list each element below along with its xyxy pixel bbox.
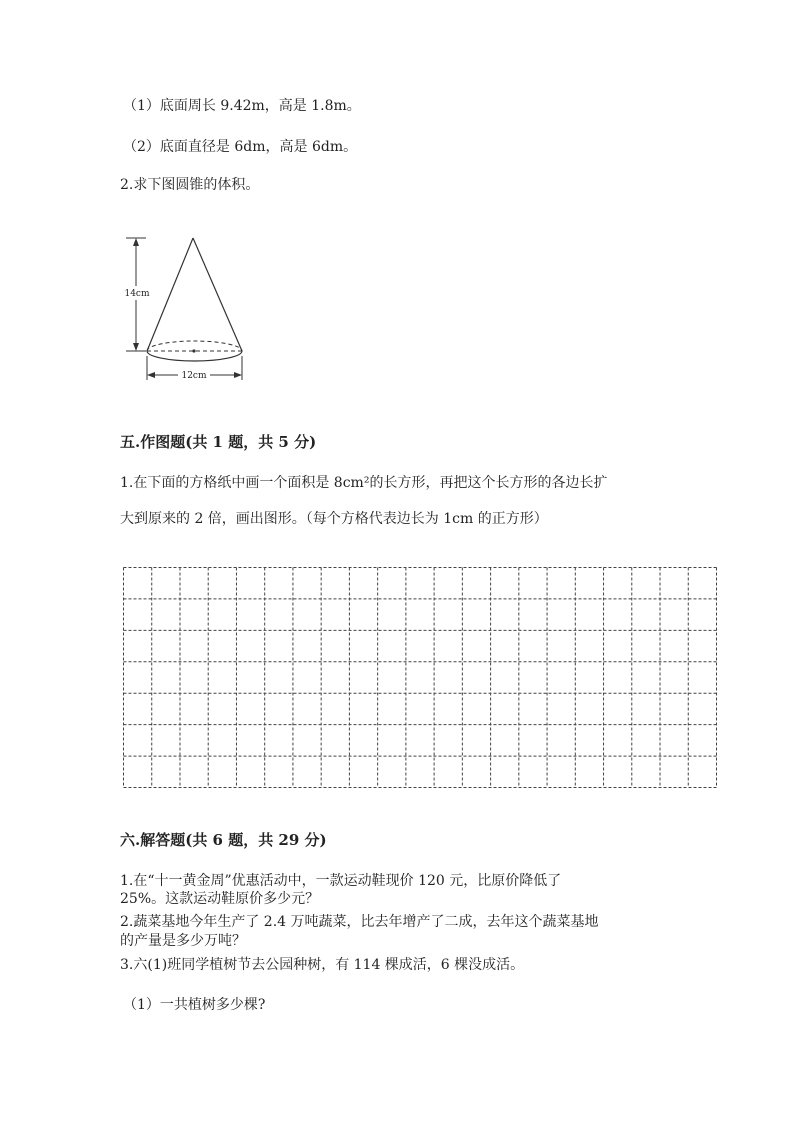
- cone-center: [192, 349, 195, 352]
- question-1-line-1: 1.在“十一黄金周”优惠活动中，一款运动鞋现价 120 元，比原价降低了: [120, 873, 562, 889]
- cone-left-side: [147, 238, 193, 351]
- section-5-question-line-2: 大到原来的 2 倍，画出图形。（每个方格代表边长为 1cm 的正方形）: [120, 511, 548, 527]
- question-2-text: 2.求下图圆锥的体积。: [120, 177, 260, 193]
- cone-right-side: [193, 238, 242, 351]
- section-5-heading: 五.作图题(共 1 题，共 5 分): [120, 433, 317, 451]
- height-arrow-down: [133, 343, 139, 351]
- cone-figure: [118, 228, 258, 388]
- section-5-question-line-1: 1.在下面的方格纸中画一个面积是 8cm²的长方形，再把这个长方形的各边长扩: [120, 475, 608, 491]
- sub-question-1: （1）底面周长 9.42m，高是 1.8m。: [123, 98, 361, 114]
- question-1-line-2: 25%。这款运动鞋原价多少元？: [120, 891, 320, 907]
- square-grid: [123, 567, 717, 788]
- diameter-label: 12cm: [181, 371, 207, 381]
- question-2-line-1: 2.蔬菜基地今年生产了 2.4 万吨蔬菜，比去年增产了二成，去年这个蔬菜基地: [120, 914, 599, 930]
- sub-question-2: （2）底面直径是 6dm，高是 6dm。: [123, 139, 358, 155]
- diameter-arrow-left: [147, 372, 155, 378]
- height-arrow-up: [133, 238, 139, 246]
- question-3-sub-1: （1）一共植树多少棵?: [123, 997, 266, 1013]
- diameter-arrow-right: [234, 372, 242, 378]
- question-3-text: 3.六(1)班同学植树节去公园种树，有 114 棵成活，6 棵没成活。: [120, 957, 525, 973]
- section-6-heading: 六.解答题(共 6 题，共 29 分): [120, 831, 327, 849]
- question-2-line-2: 的产量是多少万吨？: [120, 933, 246, 949]
- height-label: 14cm: [124, 289, 150, 299]
